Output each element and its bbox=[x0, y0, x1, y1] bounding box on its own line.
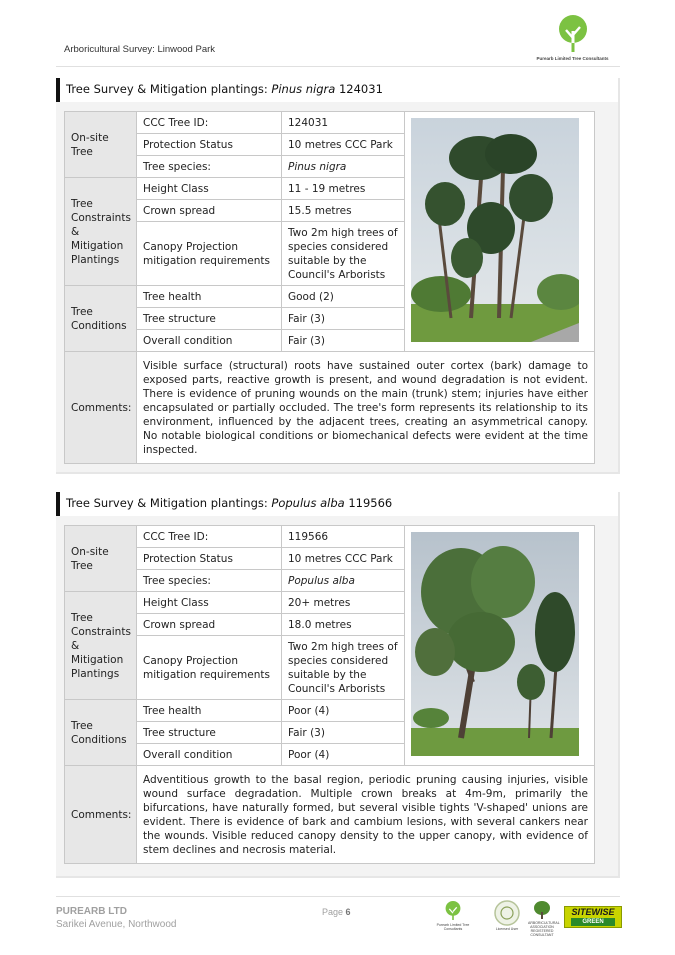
purearb-logo bbox=[525, 14, 620, 66]
ccc-tree-id-label: CCC Tree ID: bbox=[137, 526, 282, 548]
tree-structure-value: Fair (3) bbox=[282, 722, 405, 744]
group-onsite-tree: On-site Tree bbox=[65, 526, 137, 592]
protection-status-value: 10 metres CCC Park bbox=[282, 134, 405, 156]
overall-condition-label: Overall condition bbox=[137, 744, 282, 766]
footer-logos bbox=[430, 900, 622, 937]
header-divider bbox=[56, 66, 620, 67]
tree-species-label: Tree species: bbox=[137, 156, 282, 178]
pine-tree-photo bbox=[411, 118, 579, 342]
oak-tree-icon bbox=[532, 900, 552, 920]
page-number bbox=[322, 907, 351, 917]
licensed-user-logo bbox=[492, 900, 522, 931]
tree-logo-icon bbox=[444, 900, 462, 922]
sitewise-wordmark: SITEWISE bbox=[571, 907, 615, 917]
tree-species-value: Populus alba bbox=[282, 570, 405, 592]
overall-condition-value: Fair (3) bbox=[282, 330, 405, 352]
heading-species: Populus alba bbox=[271, 496, 345, 510]
group-comments: Comments: bbox=[65, 766, 137, 864]
overall-condition-value: Poor (4) bbox=[282, 744, 405, 766]
height-class-value: 20+ metres bbox=[282, 592, 405, 614]
logo-caption: ARBORICULTURAL ASSOCIATION REGISTERED CONSULTANT bbox=[528, 921, 560, 937]
height-class-label: Height Class bbox=[137, 178, 282, 200]
tree-species-label: Tree species: bbox=[137, 570, 282, 592]
crown-spread-value: 15.5 metres bbox=[282, 200, 405, 222]
document-header-title: Arboricultural Survey: Linwood Park bbox=[64, 44, 216, 55]
crown-spread-label: Crown spread bbox=[137, 614, 282, 636]
group-onsite-tree: On-site Tree bbox=[65, 112, 137, 178]
tree-survey-section-1 bbox=[56, 78, 620, 474]
tree-health-value: Good (2) bbox=[282, 286, 405, 308]
crown-spread-value: 18.0 metres bbox=[282, 614, 405, 636]
protection-status-label: Protection Status bbox=[137, 548, 282, 570]
group-constraints: Tree Constraints & Mitigation Plantings bbox=[65, 592, 137, 700]
ccc-tree-id-value: 124031 bbox=[282, 112, 405, 134]
badge-icon bbox=[494, 900, 520, 926]
ccc-tree-id-label: CCC Tree ID: bbox=[137, 112, 282, 134]
group-conditions: Tree Conditions bbox=[65, 286, 137, 352]
tree-species-value: Pinus nigra bbox=[282, 156, 405, 178]
group-comments: Comments: bbox=[65, 352, 137, 464]
overall-condition-label: Overall condition bbox=[137, 330, 282, 352]
tree-photo bbox=[405, 526, 595, 766]
heading-tree-id: 124031 bbox=[335, 82, 383, 96]
page-number-value: 6 bbox=[345, 907, 351, 917]
heading-text: Tree Survey & Mitigation plantings: bbox=[66, 496, 272, 510]
tree-health-value: Poor (4) bbox=[282, 700, 405, 722]
tree-health-label: Tree health bbox=[137, 286, 282, 308]
heading-text: Tree Survey & Mitigation plantings: bbox=[66, 82, 272, 96]
height-class-value: 11 - 19 metres bbox=[282, 178, 405, 200]
logo-caption: Licensed User bbox=[495, 927, 519, 931]
sitewise-green-label: GREEN bbox=[571, 918, 615, 926]
heading-species: Pinus nigra bbox=[271, 82, 336, 96]
tree-health-label: Tree health bbox=[137, 700, 282, 722]
page-label: Page bbox=[322, 907, 346, 917]
group-constraints: Tree Constraints & Mitigation Plantings bbox=[65, 178, 137, 286]
protection-status-value: 10 metres CCC Park bbox=[282, 548, 405, 570]
tree-photo bbox=[405, 112, 595, 352]
tree-structure-label: Tree structure bbox=[137, 722, 282, 744]
tree-survey-table bbox=[64, 525, 595, 864]
heading-tree-id: 119566 bbox=[344, 496, 393, 510]
arboricultural-association-logo bbox=[528, 900, 560, 937]
group-conditions: Tree Conditions bbox=[65, 700, 137, 766]
purearb-footer-logo bbox=[430, 900, 476, 931]
footer-divider bbox=[56, 896, 620, 897]
tree-structure-value: Fair (3) bbox=[282, 308, 405, 330]
canopy-projection-value: Two 2m high trees of species considered suitable by the Council's Arborists bbox=[282, 222, 405, 286]
logo-caption: Purearb Limited Tree Consultants bbox=[436, 923, 470, 931]
footer-address: Sarikei Avenue, Northwood bbox=[56, 919, 177, 930]
height-class-label: Height Class bbox=[137, 592, 282, 614]
tree-logo-icon bbox=[556, 14, 590, 54]
ccc-tree-id-value: 119566 bbox=[282, 526, 405, 548]
canopy-projection-label: Canopy Projection mitigation requirements bbox=[137, 636, 282, 700]
comments-text: Visible surface (structural) roots have sustained outer cortex (bark) damage to exposed parts, reactive growth is present, and wound degradation is not evident. There is evidence of pruning wounds on the main (trunk) stem; injuries have either encapsulated or partially occluded. The tree's form represents its relationship to its environment, influenced by the adjacent trees, creating an asymmetrical canopy. No notable biological conditions or biomechanical defects were evident at the time inspected. bbox=[137, 352, 595, 464]
canopy-projection-label: Canopy Projection mitigation requirements bbox=[137, 222, 282, 286]
logo-caption: Purearb Limited Tree Consultants bbox=[536, 56, 609, 61]
section-heading bbox=[56, 492, 618, 516]
tree-survey-section-2 bbox=[56, 492, 620, 878]
tree-survey-table bbox=[64, 111, 595, 464]
poplar-tree-photo bbox=[411, 532, 579, 756]
canopy-projection-value: Two 2m high trees of species considered suitable by the Council's Arborists bbox=[282, 636, 405, 700]
comments-text: Adventitious growth to the basal region, periodic pruning causing injuries, visible wound surface degradation. Multiple crown breaks at 4m-9m, primarily the bifurcations, have naturally formed, but several visible tights 'V-shaped' unions are evident. There is evidence of bark and cambium lesions, with several cankers near the wounds. Visible reduced canopy density to the upper canopy, with evidence of stem declines and necrosis material. bbox=[137, 766, 595, 864]
footer-company-name: PUREARB LTD bbox=[56, 906, 127, 917]
tree-structure-label: Tree structure bbox=[137, 308, 282, 330]
crown-spread-label: Crown spread bbox=[137, 200, 282, 222]
sitewise-logo bbox=[564, 906, 622, 928]
section-heading bbox=[56, 78, 618, 102]
protection-status-label: Protection Status bbox=[137, 134, 282, 156]
